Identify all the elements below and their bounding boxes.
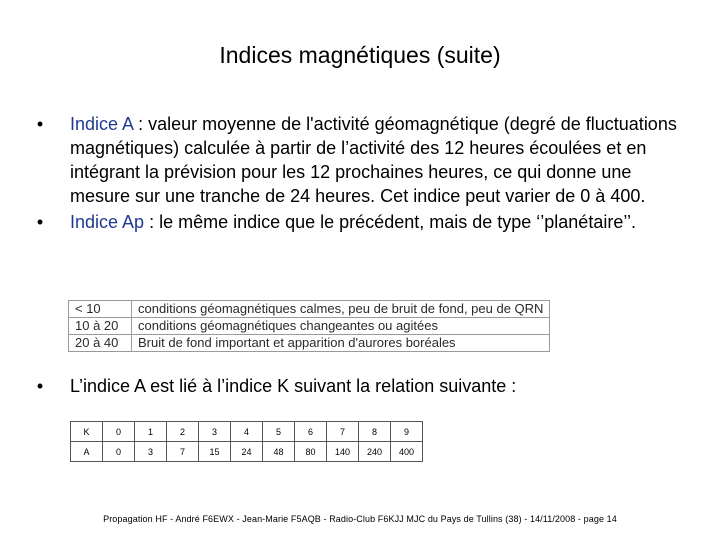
table-cell: 140 — [327, 442, 359, 462]
bullet-marker: • — [36, 376, 44, 396]
slide-title: Indices magnétiques (suite) — [219, 42, 501, 68]
table-cell: 0 — [103, 442, 135, 462]
table-row — [69, 318, 550, 335]
range-cell: 10 à 20 — [69, 318, 132, 335]
table-cell: 0 — [103, 422, 135, 442]
table-cell: 8 — [359, 422, 391, 442]
bullet-indice-a — [30, 112, 690, 208]
table-cell: 3 — [135, 442, 167, 462]
bullet-marker: • — [36, 114, 44, 134]
table-row-a — [71, 442, 423, 462]
bullet-text: : le même indice que le précédent, mais de type ‘’planétaire’’. — [144, 212, 637, 232]
table-cell: A — [71, 442, 103, 462]
range-cell: 20 à 40 — [69, 335, 132, 352]
table-cell: 2 — [167, 422, 199, 442]
conditions-table — [68, 300, 550, 352]
description-cell: Bruit de fond important et apparition d'aurores boréales — [132, 335, 550, 352]
a-k-relation-table — [70, 421, 423, 462]
table-cell: 48 — [263, 442, 295, 462]
table-cell: 3 — [199, 422, 231, 442]
slide-footer: Propagation HF - André F6EWX - Jean-Marie F5AQB - Radio-Club F6KJJ MJC du Pays de Tullins (38) - 14/11/2008 - page 14 — [103, 514, 617, 524]
table-cell: K — [71, 422, 103, 442]
table-cell: 6 — [295, 422, 327, 442]
table-cell: 80 — [295, 442, 327, 462]
keyword-indice-ap: Indice Ap — [70, 212, 145, 232]
table-cell: 4 — [231, 422, 263, 442]
bullet-text: : valeur moyenne de l'activité géomagnétique (degré de fluctuations magnétiques) calculée à partir de l’activité des 12 heures écoulées et en intégrant la prévision pour les 12 prochaines heures, ce qui donne une mesure sur une tranche de 24 heures. Cet indice peut varier de 0 à 400. — [70, 114, 677, 206]
table-cell: 9 — [391, 422, 423, 442]
table-row — [69, 335, 550, 352]
bullet-marker: • — [36, 212, 44, 232]
table-cell: 240 — [359, 442, 391, 462]
table-cell: 7 — [327, 422, 359, 442]
bullet-list-2 — [30, 374, 690, 400]
table-cell: 24 — [231, 442, 263, 462]
table-cell: 5 — [263, 422, 295, 442]
table-row — [69, 301, 550, 318]
table-cell: 1 — [135, 422, 167, 442]
table-cell: 400 — [391, 442, 423, 462]
bullet-indice-ap — [30, 210, 690, 234]
bullet-list — [30, 112, 690, 236]
description-cell: conditions géomagnétiques changeantes ou agitées — [132, 318, 550, 335]
description-cell: conditions géomagnétiques calmes, peu de bruit de fond, peu de QRN — [132, 301, 550, 318]
table-cell: 7 — [167, 442, 199, 462]
table-cell: 15 — [199, 442, 231, 462]
bullet-relation — [30, 374, 690, 398]
keyword-indice-a: Indice A — [70, 114, 134, 134]
range-cell: < 10 — [69, 301, 132, 318]
table-row-k — [71, 422, 423, 442]
bullet-text: L’indice A est lié à l’indice K suivant la relation suivante : — [70, 376, 517, 396]
